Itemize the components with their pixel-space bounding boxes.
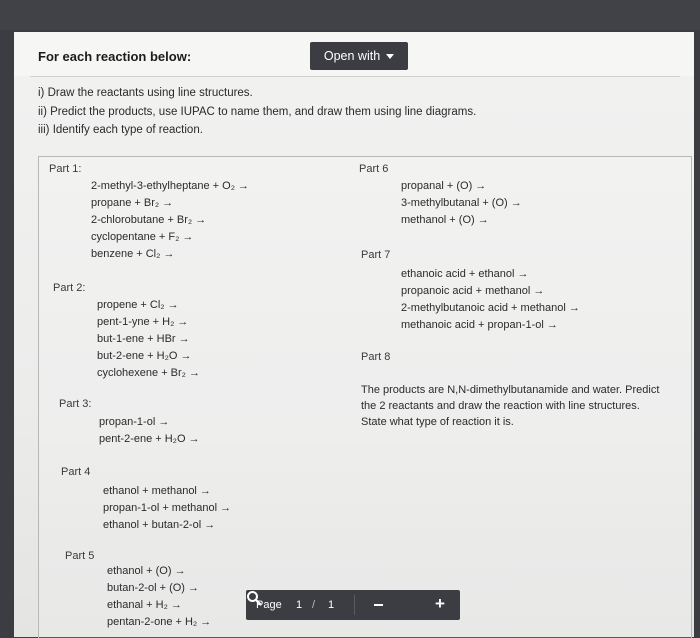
reaction-line: propane + Br₂ → <box>91 197 174 209</box>
part-4-label: Part 4 <box>61 466 91 478</box>
plus-icon[interactable]: + <box>435 594 445 613</box>
reaction-line: ethanol + methanol → <box>103 485 211 497</box>
open-with-label: Open with <box>323 49 381 63</box>
instruction-1: i) Draw the reactants using line structures. <box>38 87 253 99</box>
reaction-line: but-2-ene + H₂O → <box>97 350 192 362</box>
reaction-line: methanol + (O) → <box>401 214 489 226</box>
part-1-label: Part 1: <box>49 163 82 175</box>
reaction-line: 2-methyl-3-ethylheptane + O₂ → <box>91 180 250 192</box>
document-page <box>14 32 694 637</box>
reaction-line: benzene + Cl₂ → <box>91 248 175 260</box>
reaction-line: but-1-ene + HBr → <box>97 333 190 345</box>
instruction-3: iii) Identify each type of reaction. <box>38 124 203 136</box>
instruction-2: ii) Predict the products, use IUPAC to name them, and draw them using line diagrams. <box>38 106 477 118</box>
part-8-text: The products are N,N-dimethylbutanamide and water. Predict the 2 reactants and draw the reaction with line structures. State what type of reaction it is. <box>361 384 660 428</box>
reaction-line: propene + Cl₂ → <box>97 299 179 311</box>
current-page-input[interactable]: 1 <box>296 599 303 611</box>
minus-icon[interactable] <box>374 604 383 606</box>
reaction-line: propanal + (O) → <box>401 180 487 192</box>
page-title: For each reaction below: <box>38 49 192 64</box>
reaction-line: propanoic acid + methanol → <box>401 285 545 297</box>
reaction-line: 3-methylbutanal + (O) → <box>401 197 522 209</box>
reaction-line: methanoic acid + propan-1-ol → <box>401 319 558 331</box>
reactions-box <box>38 156 692 638</box>
chevron-down-icon <box>386 54 394 59</box>
reaction-line: 2-chlorobutane + Br₂ → <box>91 214 207 226</box>
page-controls <box>246 590 460 620</box>
reaction-line: pent-1-yne + H₂ → <box>97 316 189 328</box>
document-header <box>14 32 694 76</box>
pager-divider <box>354 595 355 615</box>
reaction-line: pent-2-ene + H₂O → <box>99 433 200 445</box>
reaction-line: ethanal + H₂ → <box>107 599 182 611</box>
viewer-top-bar <box>0 0 700 30</box>
open-with-button[interactable] <box>310 42 408 70</box>
reaction-line: ethanol + (O) → <box>107 565 186 577</box>
part-8-label: Part 8 <box>361 351 391 363</box>
part-3-label: Part 3: <box>59 398 92 410</box>
reaction-line: ethanoic acid + ethanol → <box>401 268 529 280</box>
divider <box>30 76 680 77</box>
part-2-label: Part 2: <box>53 282 86 294</box>
reaction-line: propan-1-ol + methanol → <box>103 502 232 514</box>
page-separator: / <box>312 599 316 611</box>
reaction-line: cyclohexene + Br₂ → <box>97 367 201 379</box>
reaction-line: propan-1-ol → <box>99 416 170 428</box>
reaction-line: pentan-2-one + H₂ → <box>107 616 212 628</box>
reaction-line: ethanol + butan-2-ol → <box>103 519 216 531</box>
page-label: Page <box>256 599 282 611</box>
part-5-label: Part 5 <box>65 550 95 562</box>
part-7-label: Part 7 <box>361 249 391 261</box>
reaction-line: 2-methylbutanoic acid + methanol → <box>401 302 580 314</box>
total-pages: 1 <box>328 599 335 611</box>
reaction-line: butan-2-ol + (O) → <box>107 582 200 594</box>
reaction-line: cyclopentane + F₂ → <box>91 231 194 243</box>
part-6-label: Part 6 <box>359 163 389 175</box>
